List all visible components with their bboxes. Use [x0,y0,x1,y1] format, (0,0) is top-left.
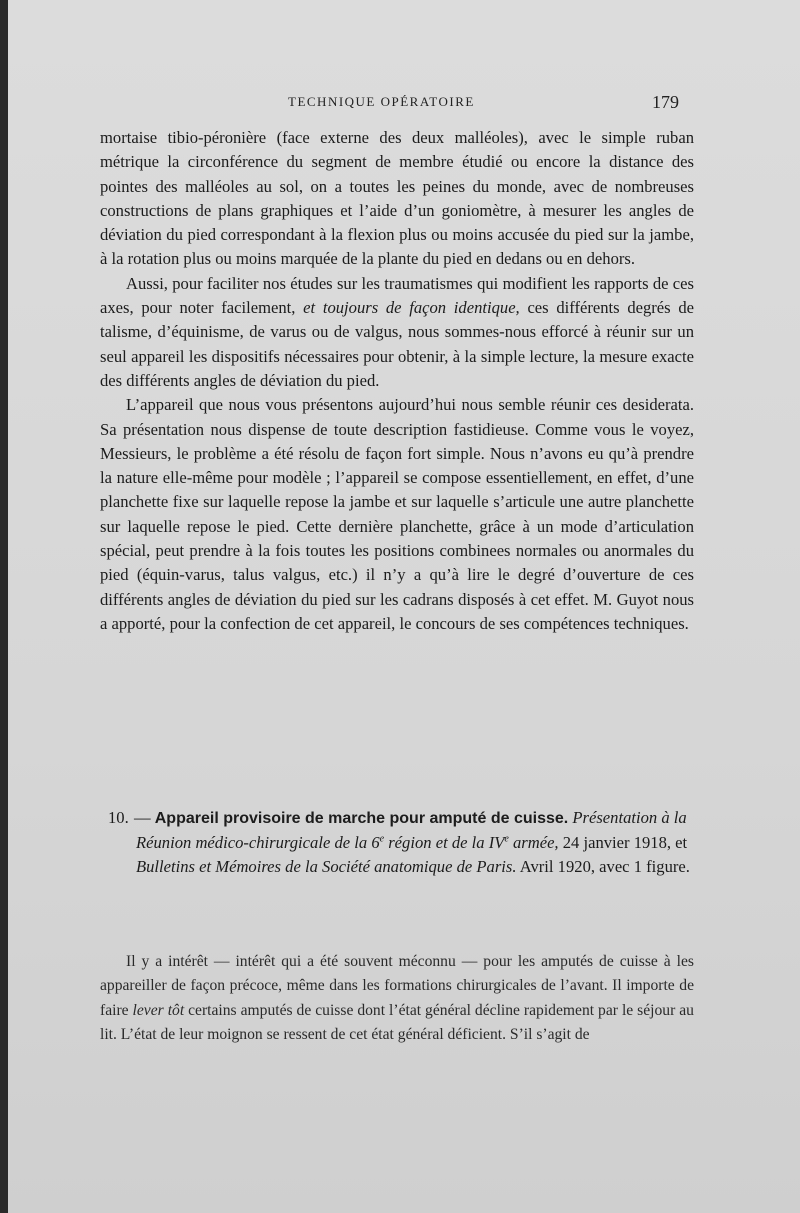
entry-dash: — [134,808,151,827]
entry-venue-part-2: région et de la IV [384,833,505,852]
entry-body [100,806,694,879]
running-title: TECHNIQUE OPÉRATOIRE [288,94,475,109]
lower-text [100,950,694,1048]
page-header [8,92,800,116]
paragraph-2-end: ces différents degrés de talisme, d’équinisme, de varus ou de valgus, nous sommes-nous efforcé à réunir sur un seul appareil les dispositifs nécessaires pour obtenir, à la simple lecture, la mesure exacte des différents angles de déviation du pied. [100,298,694,390]
bibliography-entry [100,806,694,879]
paragraph-4-start: Il y a intérêt — intérêt qui a été souvent méconnu — pour les amputés de cuisse à les appareiller de façon précoce, même dans les formations chirurgicales de l’avant. Il importe de faire [100,953,694,1019]
book-page [8,0,800,1213]
body-text [100,126,694,636]
entry-superscript-2: e [504,833,509,845]
entry-date: 24 janvier 1918, et [558,833,688,852]
paragraph-4-emphasis: lever tôt [132,1001,185,1019]
entry-title: Appareil provisoire de marche pour amputé de cuisse. [154,810,569,827]
paragraph-2-start: Aussi, pour faciliter nos études sur les traumatismes qui modifient les rapports de ces axes, pour noter facilement, [100,273,694,318]
entry-venue-part-1: Présentation à la Réunion médico-chirurgicale de la 6 [136,808,687,852]
entry-venue-part-3: armée, [508,833,559,852]
page-number: 179 [652,92,679,112]
paragraph-4-end: certains amputés de cuisse dont l’état général décline rapidement par le séjour au lit. L’état de leur moignon se ressent de cet état général déficient. S’il s’agit de [100,1001,694,1044]
entry-issue: Avril 1920, avec 1 figure. [516,857,690,876]
paragraph-3: L’appareil que nous vous présentons aujourd’hui nous semble réunir ces desiderata. Sa présentation nous dispense de toute description fastidieuse. Comme vous le voyez, Messieurs, le problème a été résolu de façon fort simple. Nous n’avons eu qu’à prendre la nature elle-même pour modèle ; l’appareil se compose essentiellement, en effet, d’une planchette fixe sur laquelle repose la jambe et sur laquelle s’articule une autre planchette sur laquelle repose le pied. Cette dernière planchette, grâce à un mode d’articulation spécial, peut prendre à la fois toutes les positions combinees normales ou anormales du pied (équin-varus, talus valgus, etc.) il n’y a qu’à lire le degré d’ouverture de ces différents angles de déviation du pied sur les cadrans disposés à cet effet. M. Guyot nous a apporté, pour la confection de cet appareil, le concours de ses compétences techniques. [100,395,694,633]
paragraph-4 [100,950,694,1048]
entry-journal: Bulletins et Mémoires de la Société anatomique de Paris. [136,857,517,876]
paragraph-1: mortaise tibio-péronière (face externe des deux malléoles), avec le simple ruban métrique la circonférence du segment de membre étudié ou encore la distance des pointes des malléoles au sol, on a toutes les peines du monde, avec de nombreuses constructions de plans graphiques et l’aide d’un goniomètre, à mesurer les angles de déviation du pied correspondant à la flexion plus ou moins accusée du pied sur la jambe, à la rotation plus ou moins marquée de la plante du pied en dedans ou en dehors. [100,128,694,269]
entry-number: 10. [108,808,129,827]
paragraph-2-emphasis: et toujours de façon identique, [303,298,520,318]
entry-superscript-1: e [379,833,385,845]
paragraph-2 [100,272,694,393]
